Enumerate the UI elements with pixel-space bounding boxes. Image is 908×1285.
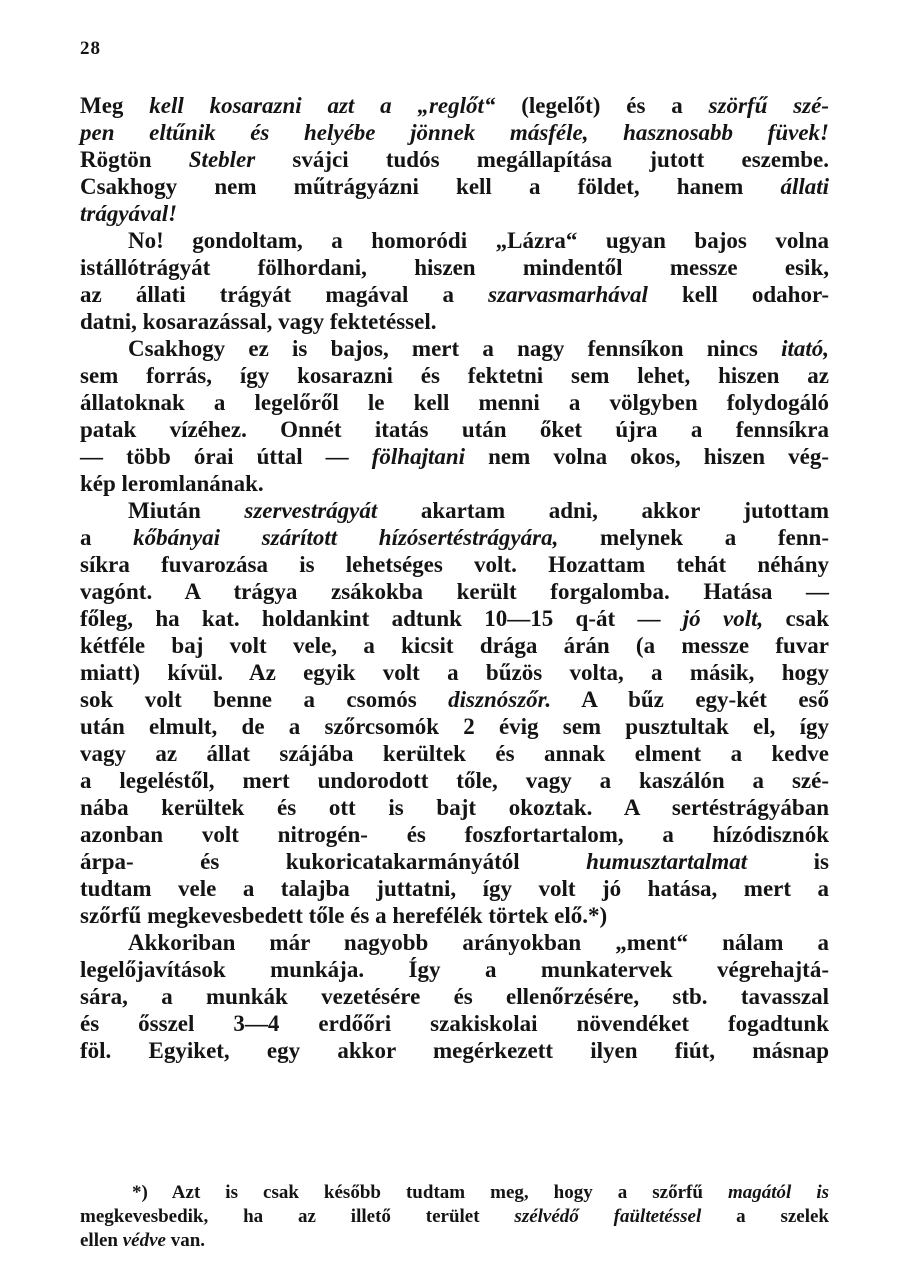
text-segment: sára, a munkák vezetésére és ellenőrzésére, stb. tavasszal — [80, 984, 829, 1009]
text-line — [80, 848, 829, 875]
text-segment: árpa- és kukoricatakarmányától — [80, 849, 587, 874]
text-segment: nába kerültek és ott is bajt okoztak. A sertéstrágyában — [80, 795, 829, 820]
text-segment: a legeléstől, mert undorodott tőle, vagy a kaszálón a szé- — [80, 768, 829, 793]
italic-text: pen eltűnik és helyébe jönnek másféle, hasznosabb füvek! — [80, 120, 829, 145]
text-segment: Csakhogy ez is bajos, mert a nagy fennsíkon nincs — [128, 336, 782, 361]
italic-text: kell kosarazni azt a „reglőt“ — [149, 93, 496, 118]
text-segment: melynek a fenn- — [558, 525, 829, 550]
italic-text: humusztartalmat — [586, 849, 748, 874]
text-segment: kétféle baj volt vele, a kicsit drága árán (a messze fuvar — [80, 633, 829, 658]
text-segment: (legelőt) és a — [495, 93, 709, 118]
text-line — [80, 632, 829, 659]
text-segment: A bűz egy-két eső — [551, 687, 829, 712]
text-segment: van. — [165, 1230, 206, 1251]
text-segment: Miután — [128, 498, 245, 523]
text-line — [80, 146, 829, 173]
text-line — [80, 254, 829, 281]
text-line — [80, 1010, 829, 1037]
page-number: 28 — [80, 38, 101, 59]
text-line — [80, 686, 829, 713]
text-line — [80, 821, 829, 848]
text-segment: svájci tudós megállapítása jutott eszembe. — [255, 147, 829, 172]
text-line — [80, 875, 829, 902]
italic-text: szörfű szé- — [708, 93, 829, 118]
italic-text: Stebler — [188, 147, 256, 172]
text-segment: Csakhogy nem műtrágyázni kell a földet, hanem — [80, 174, 781, 199]
text-line — [80, 200, 829, 227]
text-segment: és ősszel 3—4 erdőőri szakiskolai növendéket fogadtunk — [80, 1011, 829, 1036]
text-segment: után elmult, de a szőrcsomók 2 évig sem pusztultak el, így — [80, 714, 829, 739]
text-line — [80, 1037, 829, 1064]
text-segment: csak — [763, 606, 829, 631]
footnote — [80, 1181, 829, 1253]
text-segment: Meg — [80, 93, 150, 118]
text-line — [80, 767, 829, 794]
italic-text: kőbányai szárított hízósertéstrágyára, — [133, 525, 559, 550]
text-line — [80, 605, 829, 632]
text-segment: Akkoriban már nagyobb arányokban „ment“ nálam a — [128, 930, 829, 955]
italic-text: itató, — [781, 336, 829, 361]
text-line — [80, 389, 829, 416]
text-segment: megkevesbedik, ha az illető terület — [80, 1206, 515, 1227]
text-segment: sok volt benne a csomós — [80, 687, 449, 712]
text-line — [80, 308, 829, 335]
text-segment: állatoknak a legelőről le kell menni a völgyben folydogáló — [80, 390, 829, 415]
text-segment: sem forrás, így kosarazni és fektetni sem lehet, hiszen az — [80, 363, 829, 388]
footnote-line — [80, 1205, 829, 1229]
text-line — [80, 659, 829, 686]
text-segment: patak vízéhez. Onnét itatás után őket újra a fennsíkra — [80, 417, 829, 442]
text-line — [80, 713, 829, 740]
text-segment: akartam adni, akkor jutottam — [377, 498, 829, 523]
text-segment: kell odahor- — [647, 282, 829, 307]
italic-text: fölhajtani — [371, 444, 466, 469]
text-line — [80, 524, 829, 551]
text-line — [80, 335, 829, 362]
text-segment: No! gondoltam, a homoródi „Lázra“ ugyan bajos volna — [128, 228, 829, 253]
text-line — [80, 119, 829, 146]
text-segment: szőrfű megkevesbedett tőle és a herefélék törtek elő.*) — [80, 903, 608, 928]
footnote-line — [80, 1229, 829, 1253]
text-segment: ellen — [80, 1230, 123, 1251]
text-segment: a — [80, 525, 134, 550]
italic-text: védve — [122, 1230, 166, 1251]
italic-text: jó volt, — [682, 606, 764, 631]
text-line — [80, 956, 829, 983]
text-line — [80, 983, 829, 1010]
body-text — [80, 92, 829, 1064]
text-segment: datni, kosarazással, vagy fektetéssel. — [80, 309, 437, 334]
text-line — [80, 281, 829, 308]
text-segment: istállótrágyát fölhordani, hiszen mindentől messze esik, — [80, 255, 829, 280]
text-line — [80, 443, 829, 470]
text-segment: *) Azt is csak később tudtam meg, hogy a szőrfű — [132, 1182, 728, 1203]
text-line — [80, 362, 829, 389]
text-line — [80, 740, 829, 767]
text-segment: síkra fuvarozása is lehetséges volt. Hozattam tehát néhány — [80, 552, 829, 577]
text-line — [80, 497, 829, 524]
footnote-line — [80, 1181, 829, 1205]
text-line — [80, 92, 829, 119]
text-line — [80, 794, 829, 821]
text-segment: miatt) kívül. Az egyik volt a bűzös volta, a másik, hogy — [80, 660, 829, 685]
text-segment: vagónt. A trágya zsákokba került forgalomba. Hatása — — [80, 579, 829, 604]
text-segment: vagy az állat szájába kerültek és annak elment a kedve — [80, 741, 829, 766]
text-line — [80, 227, 829, 254]
text-segment: főleg, ha kat. holdankint adtunk 10—15 q-át — — [80, 606, 683, 631]
text-line — [80, 551, 829, 578]
italic-text: szervestrágyát — [244, 498, 378, 523]
italic-text: disznószőr. — [448, 687, 552, 712]
text-segment: tudtam vele a talajba juttatni, így volt jó hatása, mert a — [80, 876, 829, 901]
text-line — [80, 929, 829, 956]
text-line — [80, 902, 829, 929]
text-line — [80, 470, 829, 497]
text-segment: az állati trágyát magával a — [80, 282, 489, 307]
text-segment: legelőjavítások munkája. Így a munkatervek végrehajtá- — [80, 957, 829, 982]
text-line — [80, 173, 829, 200]
italic-text: szarvasmarhával — [488, 282, 648, 307]
text-segment: kép leromlanának. — [80, 471, 264, 496]
text-segment: nem volna okos, hiszen vég- — [465, 444, 830, 469]
text-segment: föl. Egyiket, egy akkor megérkezett ilyen fiút, másnap — [80, 1038, 829, 1063]
text-segment: azonban volt nitrogén- és foszfortartalom, a hízódisznók — [80, 822, 829, 847]
text-segment: — több órai úttal — — [80, 444, 372, 469]
text-line — [80, 578, 829, 605]
italic-text: magától is — [727, 1182, 830, 1203]
italic-text: szélvédő faültetéssel — [514, 1206, 702, 1227]
italic-text: állati — [780, 174, 829, 199]
text-segment: is — [747, 849, 829, 874]
text-line — [80, 416, 829, 443]
text-segment: Rögtön — [80, 147, 189, 172]
text-segment: a szelek — [701, 1206, 829, 1227]
italic-text: trágyával! — [80, 201, 178, 226]
